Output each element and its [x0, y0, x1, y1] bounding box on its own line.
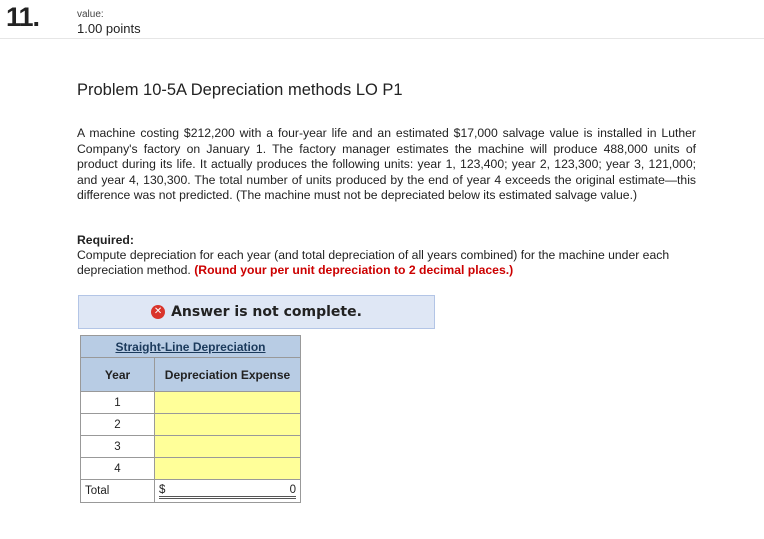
- table-row: [81, 436, 301, 458]
- expense-input-year-4[interactable]: [155, 458, 301, 480]
- required-label: Required:: [77, 233, 134, 247]
- year-cell: 3: [81, 436, 155, 458]
- year-cell: 1: [81, 392, 155, 414]
- value-label: value:: [77, 9, 104, 20]
- problem-body: A machine costing $212,200 with a four-year life and an estimated $17,000 salvage value is installed in Luther Company's factory on January 1. The factory manager estimates the machine will produce 488,000 units of product during its life. It actually produces the following units: year 1, 123,400; year 2, 123,300; year 3, 121,000; and year 4, 130,300. The total number of units produced by the end of year 4 exceeds the original estimate—this difference was not predicted. (The machine must not be depreciated below its estimated salvage value.): [77, 126, 696, 202]
- table-row: [81, 458, 301, 480]
- straight-line-table: [80, 335, 301, 503]
- table-row: [81, 392, 301, 414]
- problem-title: Problem 10-5A Depreciation methods LO P1: [77, 81, 403, 99]
- year-column-header: Year: [81, 358, 155, 392]
- table-title: Straight-Line Depreciation: [81, 336, 301, 358]
- header-divider: [0, 38, 764, 39]
- table-row: [81, 414, 301, 436]
- total-value: 0: [289, 483, 296, 496]
- question-number: 11.: [6, 2, 40, 32]
- value-points: 1.00 points: [77, 21, 141, 36]
- expense-input-year-2[interactable]: [155, 414, 301, 436]
- total-currency: $: [159, 483, 166, 496]
- year-cell: 2: [81, 414, 155, 436]
- required-text: [77, 248, 707, 278]
- total-label: Total: [81, 480, 155, 503]
- expense-column-header: Depreciation Expense: [155, 358, 301, 392]
- expense-input-year-1[interactable]: [155, 392, 301, 414]
- x-circle-icon: ✕: [151, 305, 165, 319]
- answer-status-banner: [78, 295, 435, 329]
- total-row: [81, 480, 301, 503]
- expense-input-year-3[interactable]: [155, 436, 301, 458]
- year-cell: 4: [81, 458, 155, 480]
- total-cell: [155, 480, 301, 503]
- answer-status-text: Answer is not complete.: [171, 304, 362, 320]
- required-instruction: Compute depreciation for each year (and total depreciation of all years combined) for the machine under each depreciation method.: [77, 248, 670, 277]
- rounding-note: (Round your per unit depreciation to 2 decimal places.): [194, 263, 514, 277]
